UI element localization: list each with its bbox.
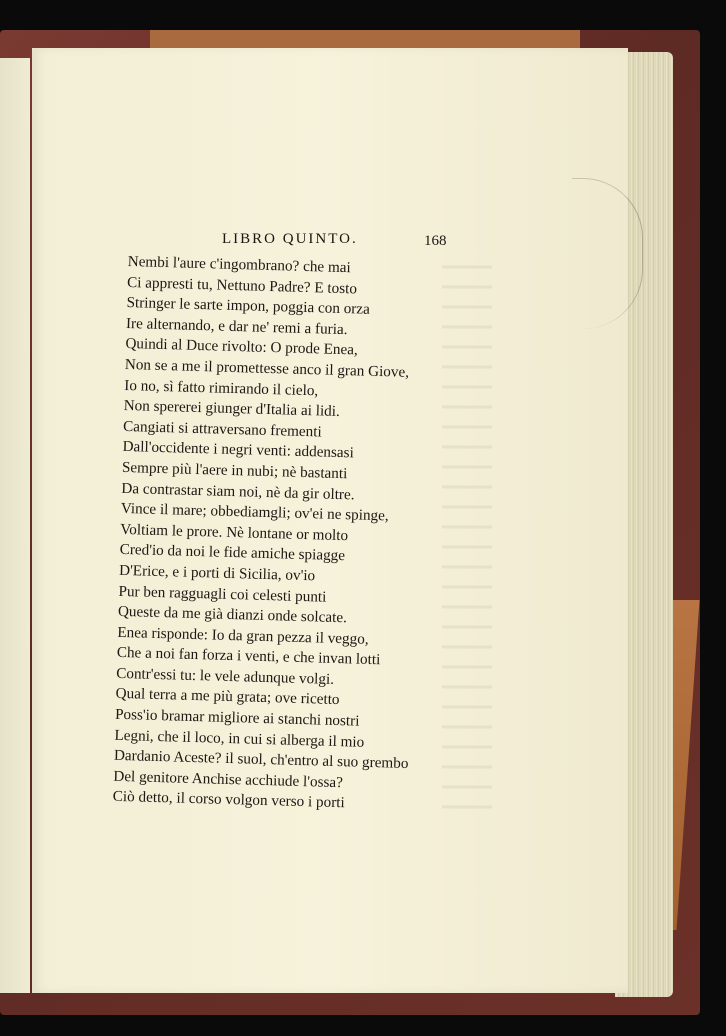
verse-line: Poss'io bramar migliore ai stanchi nostri (114, 705, 360, 730)
verse-line: Dall'occidente i negri venti: addensasi (122, 438, 355, 462)
cover-leather-corner (150, 30, 580, 50)
verse-line: Vince il mare; obbediamgli; ov'ei ne spinge, (120, 500, 389, 525)
verse-line: Io no, sì fatto rimirando il cielo, (124, 376, 319, 399)
verse-line: Queste da me già dianzi onde solcate. (117, 602, 348, 627)
verse-line: Pur ben ragguagli coi celesti punti (118, 582, 327, 606)
verse-line: Ire alternando, e dar ne' remi a furia. (125, 314, 348, 338)
running-title: LIBRO QUINTO. (222, 231, 358, 247)
verse-line: Dardanio Aceste? il suol, ch'entro al suo grembo (113, 747, 409, 773)
verse-line: Quindi al Duce rivolto: O prode Enea, (125, 335, 358, 359)
verse-line: Contr'essi tu: le vele adunque volgi. (115, 664, 335, 688)
verse-line: Cred'io da noi le fide amiche spiagge (119, 541, 346, 565)
verse-line: Legni, che il loco, in cui si alberga il mio (114, 726, 365, 751)
verse-line: Qual terra a me più grata; ove ricetto (115, 685, 340, 709)
verse-text (112, 252, 457, 817)
verse-line: Sempre più l'aere in nubi; nè bastanti (121, 458, 348, 483)
verse-line: Voltiam le prore. Nè lontane or molto (120, 520, 349, 544)
page-header (32, 231, 628, 255)
verse-line: Stringer le sarte impon, poggia con orza (126, 294, 371, 318)
verse-line: Non se a me il promettesse anco il gran Giove, (124, 355, 410, 381)
verse-line: Del genitore Anchise acchiude l'ossa? (113, 767, 344, 792)
verse-line: Che a noi fan forza i venti, e che invan lotti (116, 644, 381, 669)
verse-line: D'Erice, e i porti di Sicilia, ov'io (118, 561, 316, 585)
left-page-edge (0, 58, 30, 993)
verse-line: Cangiati si attraversano frementi (122, 417, 322, 441)
page-number: 168 (424, 233, 447, 249)
verse-line: Ciò detto, il corso volgon verso i porti (112, 788, 345, 812)
book-page (32, 48, 628, 993)
verse-line: Da contrastar siam noi, nè da gir oltre. (121, 479, 355, 503)
verse-line: Non spererei giunger d'Italia ai lidi. (123, 397, 341, 421)
verse-line: Ci appresti tu, Nettuno Padre? E tosto (126, 273, 358, 297)
verse-line: Nembi l'aure c'ingombrano? che mai (127, 252, 351, 277)
verse-line: Enea risponde: Io da gran pezza il veggo, (117, 623, 369, 648)
